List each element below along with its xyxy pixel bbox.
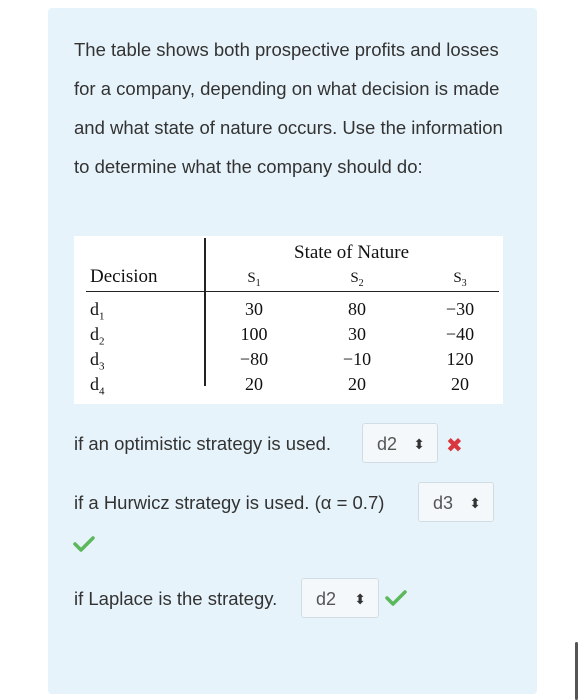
optimistic-question-text: if an optimistic strategy is used. [74,433,332,454]
selected-value: d3 [433,493,454,513]
row-label-d3: $d_3$ [90,349,105,373]
decision-header: Decision [90,266,158,287]
column-header-s2: $S_2$ [350,270,364,289]
table-cell: −40 [445,324,475,344]
column-header-s1: $S_1$ [247,270,261,289]
table-horizontal-rule [86,291,499,292]
laplace-answer-select[interactable] [301,578,379,618]
select-arrows-icon: ⬍ [469,495,481,511]
table-cell: 100 [240,324,268,344]
selected-value: d2 [316,589,337,609]
question-panel [48,8,537,694]
table-cell: −30 [445,299,475,319]
table-cell: 30 [348,324,366,344]
table-cell: 20 [348,374,366,394]
hurwicz-question-text: if a Hurwicz strategy is used. (α = 0.7) [74,492,385,513]
select-arrows-icon: ⬍ [354,591,366,607]
table-cell: 20 [451,374,469,394]
table-cell: 20 [245,374,263,394]
selected-value: d2 [377,434,398,454]
question-intro: The table shows both prospective profits and losses for a company, depending on what decision is made and what state of nature occurs. Use the information to determine what the company should do: [74,39,503,177]
state-of-nature-header: State of Nature [294,242,410,263]
hurwicz-answer-select[interactable] [418,482,494,522]
correct-check-icon [384,588,408,608]
laplace-question-text: if Laplace is the strategy. [74,588,278,609]
row-label-d4: $d_4$ [90,374,105,398]
correct-check-icon [72,534,96,554]
table-cell: 120 [446,349,474,369]
row-label-d2: $d_2$ [90,324,105,348]
payoff-table [74,236,503,404]
row-label-d1: $d_1$ [90,299,105,323]
optimistic-answer-select[interactable] [362,423,438,463]
scrollbar[interactable] [575,642,578,700]
table-cell: −10 [342,349,372,369]
table-cell: 30 [245,299,263,319]
incorrect-x-icon: ✖ [446,435,463,457]
select-arrows-icon: ⬍ [413,436,425,452]
table-vertical-rule [204,238,206,386]
table-cell: −80 [239,349,269,369]
table-cell: 80 [348,299,366,319]
column-header-s3: $S_3$ [453,270,467,289]
